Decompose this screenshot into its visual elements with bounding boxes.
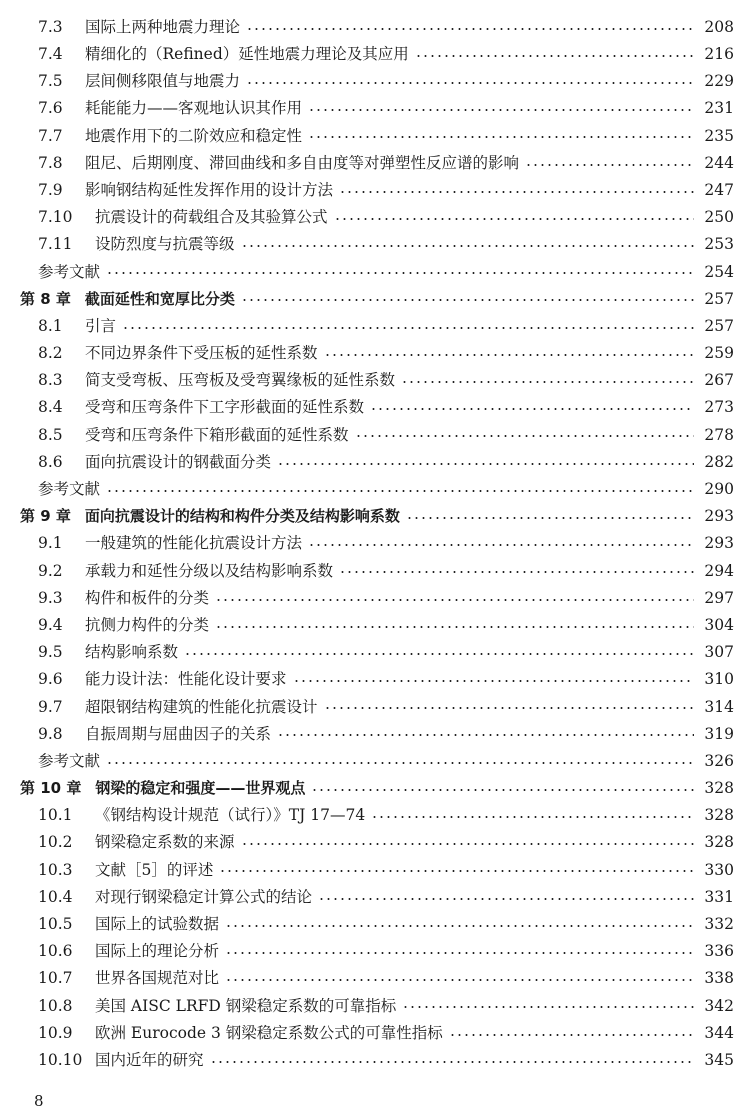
dot-leader [324, 354, 694, 356]
toc-entry-title: 结构影响系数 [85, 643, 179, 662]
toc-section-entry [0, 667, 750, 694]
toc-entry-page: 294 [704, 561, 734, 580]
toc-entry-number: 第 10 章 [20, 779, 82, 798]
toc-entry-page: 293 [704, 507, 734, 526]
toc-entry-number: 7.3 [38, 17, 63, 36]
dot-leader [225, 979, 694, 981]
toc-section-entry [0, 802, 750, 829]
toc-entry-title: 承载力和延性分级以及结构影响系数 [85, 561, 334, 580]
toc-section-entry [0, 830, 750, 857]
toc-entry-title: 面向抗震设计的钢截面分类 [85, 452, 272, 471]
toc-section-entry [0, 41, 750, 68]
dot-leader [293, 680, 694, 682]
dot-leader [277, 463, 694, 465]
toc-entry-page: 331 [704, 887, 734, 906]
dot-leader [241, 843, 694, 845]
toc-entry-title: 欧洲 Eurocode 3 钢梁稳定系数公式的可靠性指标 [95, 1023, 443, 1042]
dot-leader [106, 490, 694, 492]
dot-leader [449, 1034, 694, 1036]
toc-entry-title: 阻尼、后期刚度、滞回曲线和多自由度等对弹塑性反应谱的影响 [85, 153, 520, 172]
toc-entry-number: 7.7 [38, 126, 63, 145]
toc-section-entry [0, 150, 750, 177]
dot-leader [339, 191, 694, 193]
dot-leader [311, 789, 694, 791]
toc-entry-page: 345 [704, 1050, 734, 1069]
toc-entry-title: 国际上的理论分析 [95, 942, 220, 961]
dot-leader [401, 381, 694, 383]
dot-leader [318, 898, 694, 900]
toc-entry-page: 235 [704, 126, 734, 145]
toc-entry-number: 7.6 [38, 99, 63, 118]
toc-entry-title: 抗侧力构件的分类 [85, 615, 210, 634]
dot-leader [339, 571, 694, 573]
dot-leader [184, 653, 694, 655]
toc-section-entry [0, 1020, 750, 1047]
toc-entry-number: 9.5 [38, 643, 63, 662]
toc-section-entry [0, 857, 750, 884]
dot-leader [402, 1006, 694, 1008]
toc-entry-title: 不同边界条件下受压板的延性系数 [85, 344, 318, 363]
toc-entry-page: 257 [704, 316, 734, 335]
dot-leader [308, 136, 694, 138]
toc-entry-title: 一般建筑的性能化抗震设计方法 [85, 534, 303, 553]
toc-entry-title: 截面延性和宽厚比分类 [84, 289, 235, 308]
toc-entry-title: 钢梁稳定系数的来源 [95, 833, 235, 852]
toc-entry-page: 290 [704, 480, 734, 499]
toc-section-entry [0, 558, 750, 585]
toc-entry-number: 7.4 [38, 45, 63, 64]
toc-entry-page: 297 [704, 588, 734, 607]
toc-entry-title: 钢梁的稳定和强度——世界观点 [95, 779, 306, 798]
toc-entry-title: 文献［5］的评述 [95, 860, 214, 879]
toc-entry-page: 328 [704, 806, 734, 825]
toc-entry-title: 美国 AISC LRFD 钢梁稳定系数的可靠指标 [95, 996, 397, 1015]
toc-entry-page: 229 [704, 72, 734, 91]
toc-entry-number: 7.11 [38, 235, 73, 254]
toc-entry-page: 247 [704, 180, 734, 199]
toc-entry-number: 10.5 [38, 915, 73, 934]
dot-leader [355, 435, 694, 437]
dot-leader [225, 952, 694, 954]
toc-entry-title: 自振周期与屈曲因子的关系 [85, 724, 272, 743]
toc-entry-number: 第 9 章 [20, 507, 71, 526]
toc-entry-page: 328 [704, 833, 734, 852]
toc-entry-page: 216 [704, 45, 734, 64]
toc-entry-title: 构件和板件的分类 [85, 588, 210, 607]
toc-entry-number: 8.5 [38, 425, 63, 444]
dot-leader [106, 272, 694, 274]
toc-entry-number: 7.8 [38, 153, 63, 172]
toc-section-entry [0, 938, 750, 965]
dot-leader [122, 327, 694, 329]
toc-entry-number: 10.1 [38, 806, 73, 825]
dot-leader [246, 82, 694, 84]
toc-entry-number: 10.4 [38, 887, 73, 906]
toc-entry-number: 8.4 [38, 398, 63, 417]
dot-leader [246, 28, 694, 30]
toc-entry-number: 9.7 [38, 697, 63, 716]
toc-entry-page: 254 [704, 262, 734, 281]
dot-leader [415, 55, 694, 57]
toc-entry-page: 314 [704, 697, 734, 716]
toc-chapter-entry [0, 775, 750, 802]
toc-section-entry [0, 911, 750, 938]
toc-chapter-entry [0, 286, 750, 313]
toc-entry-title: 能力设计法：性能化设计要求 [85, 670, 287, 689]
toc-entry-title: 影响钢结构延性发挥作用的设计方法 [85, 180, 334, 199]
toc-entry-page: 344 [704, 1023, 734, 1042]
toc-entry-number: 7.9 [38, 180, 63, 199]
toc-entry-number: 10.3 [38, 860, 73, 879]
toc-entry-number: 10.7 [38, 969, 73, 988]
toc-entry-page: 330 [704, 860, 734, 879]
toc-entry-title: 面向抗震设计的结构和构件分类及结构影响系数 [84, 507, 400, 526]
toc-entry-page: 278 [704, 425, 734, 444]
toc-entry-page: 319 [704, 724, 734, 743]
toc-entry-page: 257 [704, 289, 734, 308]
toc-entry-title: 耗能能力——客观地认识其作用 [85, 99, 303, 118]
toc-section-entry [0, 422, 750, 449]
toc-entry-number: 8.6 [38, 452, 63, 471]
dot-leader [241, 299, 694, 301]
toc-entry-page: 338 [704, 969, 734, 988]
toc-entry-number: 10.6 [38, 942, 73, 961]
toc-entry-number: 7.10 [38, 208, 73, 227]
toc-references-entry [0, 476, 750, 503]
toc-entry-page: 336 [704, 942, 734, 961]
toc-entry-page: 282 [704, 452, 734, 471]
toc-entry-title: 简支受弯板、压弯板及受弯翼缘板的延性系数 [85, 371, 396, 390]
toc-entry-number: 7.5 [38, 72, 63, 91]
toc-entry-number: 9.3 [38, 588, 63, 607]
toc-entry-page: 208 [704, 17, 734, 36]
dot-leader [215, 599, 694, 601]
toc-entry-page: 244 [704, 153, 734, 172]
toc-section-entry [0, 204, 750, 231]
toc-entry-title: 国内近年的研究 [95, 1050, 204, 1069]
toc-entry-number: 9.1 [38, 534, 63, 553]
toc-entry-number: 9.4 [38, 615, 63, 634]
toc-entry-number: 第 8 章 [20, 289, 71, 308]
toc-entry-page: 267 [704, 371, 734, 390]
page-number: 8 [34, 1092, 44, 1110]
dot-leader [406, 517, 694, 519]
toc-entry-page: 307 [704, 643, 734, 662]
table-of-contents [0, 14, 750, 1074]
toc-entry-title: 国际上两种地震力理论 [85, 17, 241, 36]
toc-entry-number: 9.2 [38, 561, 63, 580]
toc-section-entry [0, 68, 750, 95]
toc-references-entry [0, 259, 750, 286]
dot-leader [324, 707, 694, 709]
dot-leader [106, 762, 694, 764]
toc-entry-title: 国际上的试验数据 [95, 915, 220, 934]
toc-section-entry [0, 123, 750, 150]
toc-entry-page: 250 [704, 208, 734, 227]
toc-entry-title: 精细化的（Refined）延性地震力理论及其应用 [85, 45, 409, 64]
toc-section-entry [0, 585, 750, 612]
dot-leader [210, 1061, 694, 1063]
dot-leader [277, 734, 694, 736]
toc-entry-number: 10.9 [38, 1023, 73, 1042]
toc-entry-number: 8.1 [38, 316, 63, 335]
dot-leader [371, 816, 694, 818]
toc-entry-title: 受弯和压弯条件下工字形截面的延性系数 [85, 398, 365, 417]
dot-leader [225, 925, 694, 927]
toc-section-entry [0, 232, 750, 259]
toc-entry-number: 9.8 [38, 724, 63, 743]
toc-entry-page: 326 [704, 751, 734, 770]
toc-section-entry [0, 884, 750, 911]
toc-section-entry [0, 721, 750, 748]
toc-section-entry [0, 395, 750, 422]
toc-entry-title: 设防烈度与抗震等级 [95, 235, 235, 254]
toc-entry-title: 超限钢结构建筑的性能化抗震设计 [85, 697, 318, 716]
toc-entry-page: 253 [704, 235, 734, 254]
toc-entry-number: 10.10 [38, 1050, 83, 1069]
toc-entry-number: 10.2 [38, 833, 73, 852]
toc-section-entry [0, 449, 750, 476]
toc-chapter-entry [0, 503, 750, 530]
toc-entry-title: 《钢结构设计规范（试行）》TJ 17—74 [95, 806, 366, 825]
toc-section-entry [0, 1047, 750, 1074]
toc-entry-title: 抗震设计的荷载组合及其验算公式 [95, 208, 328, 227]
dot-leader [308, 109, 694, 111]
toc-entry-page: 328 [704, 779, 734, 798]
dot-leader [215, 626, 694, 628]
toc-entry-page: 259 [704, 344, 734, 363]
toc-entry-title: 地震作用下的二阶效应和稳定性 [85, 126, 303, 145]
toc-section-entry [0, 340, 750, 367]
toc-entry-number: 9.6 [38, 670, 63, 689]
dot-leader [525, 164, 694, 166]
toc-section-entry [0, 177, 750, 204]
toc-section-entry [0, 966, 750, 993]
toc-entry-title: 世界各国规范对比 [95, 969, 220, 988]
toc-entry-page: 273 [704, 398, 734, 417]
dot-leader [219, 870, 694, 872]
toc-entry-title: 参考文献 [38, 262, 101, 281]
toc-section-entry [0, 313, 750, 340]
toc-entry-title: 层间侧移限值与地震力 [85, 72, 241, 91]
toc-entry-page: 304 [704, 615, 734, 634]
dot-leader [241, 245, 694, 247]
toc-entry-page: 342 [704, 996, 734, 1015]
toc-section-entry [0, 14, 750, 41]
toc-section-entry [0, 612, 750, 639]
dot-leader [308, 544, 694, 546]
toc-entry-number: 10.8 [38, 996, 73, 1015]
toc-entry-number: 8.3 [38, 371, 63, 390]
toc-section-entry [0, 367, 750, 394]
toc-section-entry [0, 993, 750, 1020]
toc-entry-page: 332 [704, 915, 734, 934]
dot-leader [370, 408, 694, 410]
toc-entry-number: 8.2 [38, 344, 63, 363]
toc-entry-title: 对现行钢梁稳定计算公式的结论 [95, 887, 313, 906]
toc-entry-title: 引言 [85, 316, 117, 335]
toc-section-entry [0, 694, 750, 721]
toc-section-entry [0, 531, 750, 558]
toc-entry-page: 310 [704, 670, 734, 689]
toc-section-entry [0, 639, 750, 666]
toc-entry-title: 参考文献 [38, 480, 101, 499]
toc-entry-page: 293 [704, 534, 734, 553]
toc-entry-title: 受弯和压弯条件下箱形截面的延性系数 [85, 425, 349, 444]
dot-leader [334, 218, 694, 220]
toc-section-entry [0, 96, 750, 123]
toc-entry-title: 参考文献 [38, 751, 101, 770]
toc-entry-page: 231 [704, 99, 734, 118]
toc-references-entry [0, 748, 750, 775]
